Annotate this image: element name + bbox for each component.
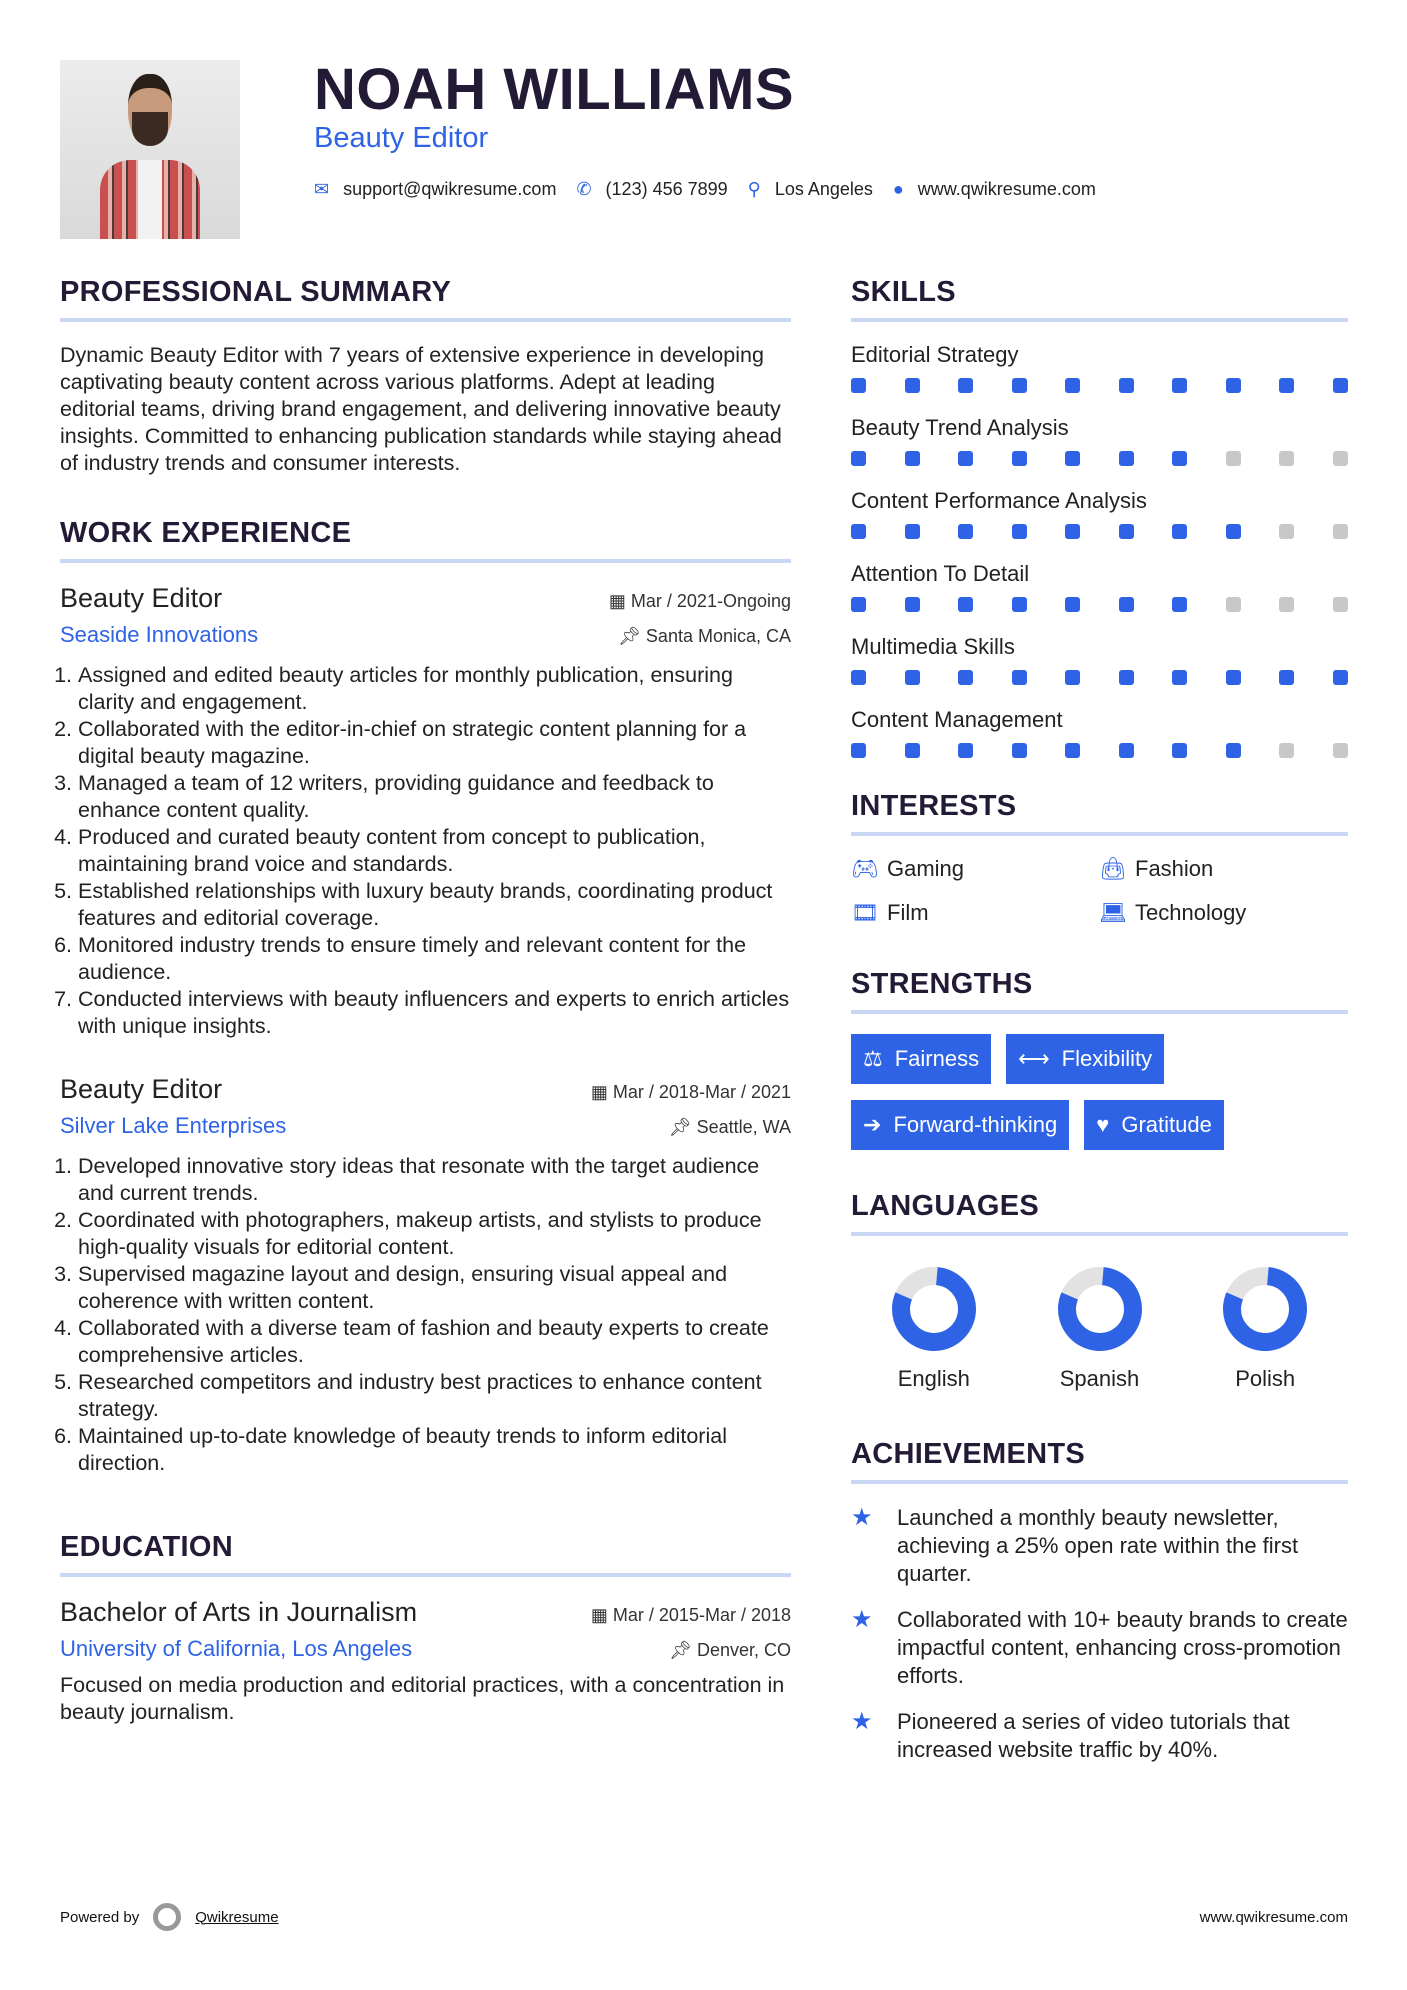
powered-by: Powered by [60, 1908, 140, 1926]
rating-dot [1119, 597, 1134, 612]
rating-dot [1065, 524, 1080, 539]
job-entry [60, 583, 791, 1040]
arrow-right-icon: ➔ [863, 1112, 882, 1137]
rating-dot [1172, 597, 1187, 612]
rating-dot [1172, 378, 1187, 393]
rating-dot [1279, 597, 1294, 612]
rating-dot [1226, 743, 1241, 758]
film-icon: 🎞︎ [851, 900, 879, 925]
language-item [1182, 1266, 1348, 1392]
skill-item [851, 634, 1348, 685]
language-donut [1057, 1266, 1143, 1352]
achievement-text: Pioneered a series of video tutorials that increased website traffic by 40%. [897, 1709, 1290, 1762]
map-pin-icon: ⚲ [747, 179, 761, 199]
skill-name: Content Management [851, 707, 1063, 732]
skill-name: Content Performance Analysis [851, 488, 1147, 513]
shooting-star-icon: ★ [851, 1606, 873, 1633]
language-name: Spanish [1059, 1366, 1140, 1391]
rating-dot [905, 524, 920, 539]
skill-rating [851, 378, 1348, 393]
job-entry [60, 1074, 791, 1477]
rating-dot [958, 597, 973, 612]
rating-dot [905, 670, 920, 685]
arrows-horizontal-icon: ⟷ [1018, 1046, 1050, 1071]
company: Silver Lake Enterprises [60, 1113, 287, 1138]
language-name: Polish [1235, 1366, 1296, 1391]
calendar-icon: ▦ [590, 1082, 613, 1102]
rating-dot [1172, 743, 1187, 758]
location: Seattle, WA [696, 1117, 791, 1137]
summary-text: Dynamic Beauty Editor with 7 years of extensive experience in developing captivating beauty content across various platforms. Adept at leading editorial teams, driving brand engagement, and delivering innovative beauty insights. Committed to enhancing publication standards while staying ahead of industry trends and consumer interests. [60, 343, 782, 475]
heart-icon: ♥ [1096, 1112, 1110, 1137]
language-donut [1222, 1266, 1308, 1352]
interest-label: Film [887, 900, 929, 925]
calendar-icon: ▦ [608, 591, 631, 611]
achievement-item [851, 1504, 1348, 1588]
skill-name: Attention To Detail [851, 561, 1030, 586]
rating-dot [1065, 597, 1080, 612]
strength-label: Forward-thinking [893, 1112, 1058, 1137]
language-donut [891, 1266, 977, 1352]
rating-dot [1279, 451, 1294, 466]
interest-label: Fashion [1135, 856, 1214, 881]
shooting-star-icon: ★ [851, 1504, 873, 1531]
email[interactable]: support@qwikresume.com [343, 179, 557, 199]
rating-dot [1012, 597, 1027, 612]
rating-dot [1172, 451, 1187, 466]
strength-badge [851, 1100, 1069, 1150]
strength-label: Gratitude [1121, 1112, 1212, 1137]
rating-dot [1065, 743, 1080, 758]
responsibilities-list [60, 662, 791, 1040]
interest-item [851, 856, 1099, 882]
language-name: English [897, 1366, 970, 1391]
skill-name: Editorial Strategy [851, 342, 1019, 367]
rating-dot [905, 451, 920, 466]
rating-dot [1279, 743, 1294, 758]
interest-item [851, 900, 1099, 926]
rating-dot [905, 597, 920, 612]
balance-scale-icon: ⚖ [863, 1046, 883, 1071]
skill-rating [851, 670, 1348, 685]
rating-dot [1333, 670, 1348, 685]
skill-name: Beauty Trend Analysis [851, 415, 1069, 440]
rating-dot [1333, 524, 1348, 539]
section-heading: PROFESSIONAL SUMMARY [60, 276, 791, 322]
right-column [851, 276, 1348, 1782]
location: Los Angeles [774, 179, 873, 199]
list-item: 7. Conducted interviews with beauty influencers and experts to enrich articles with unique insights. [78, 986, 791, 1040]
rating-dot [1119, 743, 1134, 758]
rating-dot [851, 524, 866, 539]
education-entry [60, 1597, 791, 1726]
rating-dot [1226, 378, 1241, 393]
contact-bar [314, 179, 1116, 200]
list-item: 3. Managed a team of 12 writers, providing guidance and feedback to enhance content quality. [78, 770, 791, 824]
globe-icon: ● [892, 179, 904, 199]
degree: Bachelor of Arts in Journalism [60, 1597, 418, 1627]
language-item [851, 1266, 1017, 1392]
envelope-icon: ✉ [314, 179, 330, 199]
rating-dot [1172, 524, 1187, 539]
rating-dot [1226, 670, 1241, 685]
list-item: 5. Established relationships with luxury beauty brands, coordinating product features and editorial coverage. [78, 878, 791, 932]
rating-dot [958, 451, 973, 466]
list-item: 6. Maintained up-to-date knowledge of beauty trends to inform editorial direction. [78, 1423, 791, 1477]
achievement-text: Collaborated with 10+ beauty brands to create impactful content, enhancing cross-promotion efforts. [897, 1607, 1348, 1688]
section-heading: ACHIEVEMENTS [851, 1438, 1348, 1484]
section-heading: EDUCATION [60, 1531, 791, 1577]
rating-dot [958, 378, 973, 393]
rating-dot [851, 597, 866, 612]
rating-dot [1279, 378, 1294, 393]
rating-dot [1012, 670, 1027, 685]
rating-dot [1012, 451, 1027, 466]
calendar-icon: ▦ [590, 1605, 613, 1625]
achievement-item [851, 1606, 1348, 1690]
strength-badge [851, 1034, 991, 1084]
rating-dot [905, 378, 920, 393]
interest-label: Technology [1135, 900, 1247, 925]
rating-dot [1065, 670, 1080, 685]
strength-label: Flexibility [1061, 1046, 1153, 1071]
section-heading: STRENGTHS [851, 968, 1348, 1014]
list-item: 5. Researched competitors and industry best practices to enhance content strategy. [78, 1369, 791, 1423]
interest-item [1099, 856, 1347, 882]
rating-dot [958, 670, 973, 685]
strength-badge [1084, 1100, 1224, 1150]
rating-dot [1012, 743, 1027, 758]
rating-dot [1012, 378, 1027, 393]
job-title: Beauty Editor [60, 1074, 223, 1104]
date: Mar / 2021-Ongoing [630, 591, 791, 611]
achievement-text: Launched a monthly beauty newsletter, achieving a 25% open rate within the first quarter. [897, 1505, 1299, 1586]
shooting-star-icon: ★ [851, 1708, 873, 1735]
section-heading: LANGUAGES [851, 1190, 1348, 1236]
phone-icon: ✆ [576, 179, 592, 199]
school: University of California, Los Angeles [60, 1636, 413, 1661]
pin-icon: 📌︎ [669, 1640, 697, 1660]
section-heading: SKILLS [851, 276, 1348, 322]
location: Santa Monica, CA [645, 626, 791, 646]
rating-dot [905, 743, 920, 758]
brand-link[interactable]: Qwikresume [195, 1908, 279, 1926]
rating-dot [851, 378, 866, 393]
achievement-item [851, 1708, 1348, 1764]
interest-label: Gaming [887, 856, 965, 881]
rating-dot [1012, 524, 1027, 539]
rating-dot [958, 524, 973, 539]
skill-rating [851, 743, 1348, 758]
list-item: 2. Collaborated with the editor-in-chief on strategic content planning for a digital beauty magazine. [78, 716, 791, 770]
list-item: 3. Supervised magazine layout and design, ensuring visual appeal and coherence with written content. [78, 1261, 791, 1315]
rating-dot [1119, 670, 1134, 685]
list-item: 6. Monitored industry trends to ensure timely and relevant content for the audience. [78, 932, 791, 986]
rating-dot [851, 451, 866, 466]
footer-url[interactable]: www.qwikresume.com [1199, 1908, 1348, 1926]
company: Seaside Innovations [60, 622, 259, 647]
list-item: 4. Produced and curated beauty content from concept to publication, maintaining brand voice and standards. [78, 824, 791, 878]
strength-badge [1006, 1034, 1164, 1084]
candidate-name: NOAH WILLIAMS [314, 57, 795, 122]
skill-item [851, 415, 1348, 466]
skill-rating [851, 451, 1348, 466]
skill-rating [851, 597, 1348, 612]
skill-rating [851, 524, 1348, 539]
rating-dot [1226, 597, 1241, 612]
rating-dot [1333, 597, 1348, 612]
skill-name: Multimedia Skills [851, 634, 1015, 659]
footer [60, 1903, 1348, 1931]
skill-item [851, 488, 1348, 539]
skill-item [851, 561, 1348, 612]
rating-dot [851, 670, 866, 685]
rating-dot [851, 743, 866, 758]
rating-dot [1065, 378, 1080, 393]
rating-dot [958, 743, 973, 758]
list-item: 1. Developed innovative story ideas that resonate with the target audience and current trends. [78, 1153, 791, 1207]
laptop-icon: 💻︎ [1099, 900, 1127, 925]
phone: (123) 456 7899 [605, 179, 728, 199]
date: Mar / 2015-Mar / 2018 [612, 1605, 791, 1625]
language-item [1017, 1266, 1183, 1392]
rating-dot [1065, 451, 1080, 466]
section-heading: WORK EXPERIENCE [60, 517, 791, 563]
pin-icon: 📌︎ [668, 1117, 697, 1137]
rating-dot [1279, 670, 1294, 685]
profile-photo [60, 60, 240, 239]
rating-dot [1119, 378, 1134, 393]
left-column [60, 276, 791, 1726]
list-item: 1. Assigned and edited beauty articles for monthly publication, ensuring clarity and engagement. [78, 662, 791, 716]
responsibilities-list [60, 1153, 791, 1477]
rating-dot [1279, 524, 1294, 539]
list-item: 4. Collaborated with a diverse team of fashion and beauty experts to create comprehensive articles. [78, 1315, 791, 1369]
skill-item [851, 707, 1348, 758]
gamepad-icon: 🎮︎ [851, 856, 879, 881]
list-item: 2. Coordinated with photographers, makeup artists, and stylists to produce high-quality visuals for editorial content. [78, 1207, 791, 1261]
rating-dot [1333, 378, 1348, 393]
strength-label: Fairness [894, 1046, 980, 1071]
interest-item [1099, 900, 1347, 926]
job-title: Beauty Editor [60, 583, 223, 613]
skill-item [851, 342, 1348, 393]
section-heading: INTERESTS [851, 790, 1348, 836]
location: Denver, CO [696, 1640, 791, 1660]
rating-dot [1226, 524, 1241, 539]
bag-icon: 👜︎ [1099, 856, 1127, 881]
rating-dot [1119, 451, 1134, 466]
rating-dot [1226, 451, 1241, 466]
rating-dot [1119, 524, 1134, 539]
website[interactable]: www.qwikresume.com [917, 179, 1096, 199]
pin-icon: 📌︎ [618, 626, 646, 646]
job-title: Beauty Editor [314, 122, 489, 154]
rating-dot [1333, 743, 1348, 758]
education-text: Focused on media production and editorial practices, with a concentration in beauty journalism. [60, 1673, 785, 1724]
rating-dot [1333, 451, 1348, 466]
date: Mar / 2018-Mar / 2021 [612, 1082, 791, 1102]
qwikresume-logo-icon [153, 1903, 181, 1931]
rating-dot [1172, 670, 1187, 685]
